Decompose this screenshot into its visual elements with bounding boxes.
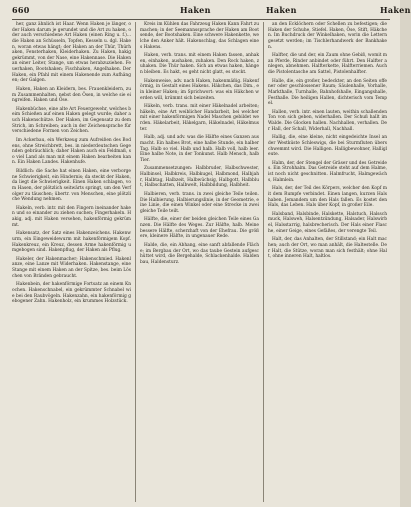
running-head-left: Haken xyxy=(180,5,211,15)
paragraph: an den Ecklöchern oder Schellen zu befestigen; die Haken der Schuhe, Stiefel. Haken, Öse, Stift, Häkchen. Im Buchdruck der Winkelhaken, worin die Lettern gesetzt werden; im Tischlerhandwerk der Bankhaken. xyxy=(268,22,387,50)
paragraph: Haken, Haken an Kleidern, bes. Frauenkleidern, zum Zusammenhalten, nebst den Ösen, in welche sie eingreifen. Haken und Öse. xyxy=(12,86,131,104)
text-column-3 xyxy=(268,22,387,502)
paragraph: Halb, adj. und adv. was die Hälfte eines Ganzen ausmacht. Ein halbes Brot, eine halbe Stunde, ein halber Tag. Halb so viel. Halb und halb. Halb voll, halb leer. Eine halbe Note, in der Tonkunst. Halb Mensch, halb Tier. xyxy=(140,135,259,163)
page-number: 660 xyxy=(12,5,30,15)
paragraph: Hakeln, verb. intr. mit den Fingern ineinander haken und so einander zu ziehen suchen; Fingerhakeln. Hakig, adj. mit Haken versehen, hakenförmig gekrümmt. xyxy=(12,205,131,228)
paragraph: Hals, der, der Teil des Körpers, welcher den Kopf mit dem Rumpfe verbindet. Einen langen, kurzen Hals haben. Jemandem um den Hals fallen. Es kostet den Hals, das Leben. Hals über Kopf, in großer Eile. xyxy=(268,186,387,209)
paragraph: her, ganz ähnlich ist Haar. Wenn Haken je länger, oder Haken darum je gerundet und die Art zu haken, oder auch verschiedene Art Haken (einen Ring u. f.)... die Haken an Schüsseln, Topfen, Kesseln u. dgl. Haken, woran etwas hängt; der Haken an der Thür, Thürhaken, Fensterhaken, Kleiderhaken. Zu Haken, hakig gekrümmt, von der Nase, eine Hakennase. Die Haken an einer Leiter, Stange, um etwas herabzuziehen. Feuerhaken, Bootshaken; Fischhaken, Angelhaken. Der Haken, ein Pfahl mit einem Hakenende zum Aufhängen; der Galgen. xyxy=(12,22,131,84)
paragraph: Hakeler, der Hakenmacher; Hakenschmied. Hakenlanze, eine Lanze mit Widerhaken. Hakenstange, eine Stange mit einem Haken an der Spitze, bes. beim Löschen von Bränden gebraucht. xyxy=(12,256,131,279)
paragraph: Bildlich: die Sache hat einen Haken, eine verborgene Schwierigkeit, ein Hindernis; da steckt der Haken, da liegt die Schwierigkeit. Einen Haken schlagen, vom Hasen, der plötzlich seitwärts springt, um den Verfolger zu täuschen; übertr. von Menschen, eine plötzliche Wendung nehmen. xyxy=(12,169,131,203)
paragraph: Halle, die, ein großer, bedeckter, an den Seiten offener oder geschlossener Raum; Säulenhalle, Vorhalle, Markthalle, Turnhalle, Bahnhofshalle, Eingangshalle, Festhalle. Die heiligen Hallen, dichterisch vom Tempel. xyxy=(268,78,387,107)
paragraph: Haken, verb. trans. mit einem Haken fassen, anhaken, einhaken, aushaken, zuhaken. Den Rock haken, zuhaken. Die Thür haken. Sich an etwas haken, hängen bleiben. Es hakt, es geht nicht glatt, es stockt. xyxy=(140,53,259,75)
paragraph: Halsband, Halsbinde, Halskette, Halstuch, Halsschmuck, Halsweh, Halsentzündung, Halsader, Halswirbel, Halsstarrig, halsbrecherisch. Der Hals einer Flasche, einer Geige, eines Gefäßes, der verengte Teil. xyxy=(268,211,387,234)
text-column-1 xyxy=(12,22,131,502)
running-head-right: Haken xyxy=(380,5,411,15)
paragraph: Hakenbüchse, eine alte Art Feuergewehr, welches beim Schießen auf einen Haken gelegt wurde; daher auch Hakenschütze. Der Haken, im Gegensatz zu dem Strich, im Schreiben; auch in der Zeichensprache für verschiedene Formen von Zeichen. xyxy=(12,106,131,135)
paragraph: Halfter, die und der, ein Zaum ohne Gebiß, womit man Pferde, Rinder anbindet oder führt. Den Halfter anlegen, abnehmen. Halfterkette, Halfterriemen. Auch die Pistolentasche am Sattel, Pistolenhalfter. xyxy=(268,53,387,75)
paragraph: Halbieren, verb. trans. in zwei gleiche Teile teilen. Die Halbierung. Halbierungslinie, in der Geometrie, eine Linie, die einen Winkel oder eine Strecke in zwei gleiche Teile teilt. xyxy=(140,191,259,214)
paragraph: Hakenweise, adv. nach Haken, hakenmäßig. Hakenförmig, in Gestalt eines Hakens. Häkchen, das Dim., ein kleiner Haken; im Sprichwort: was ein Häkchen werden will, krümmt sich beizeiten. xyxy=(140,78,259,101)
text-column-2 xyxy=(140,22,259,502)
running-head-center: Haken xyxy=(266,5,297,15)
column-divider xyxy=(263,22,264,502)
paragraph: Hakensatz, der Satz eines Hakenzeichens. Hakenwurm, ein Eingeweidewurm mit hakenförmigem Kopf. Hakenkreuz, ein Kreuz, dessen Arme hakenförmig umgebogen sind. Hakenpflug, der Haken als Pflug. xyxy=(12,231,131,254)
paragraph: Halt, der, das Anhalten, der Stillstand; ein Halt machen; auch der Ort, wo man anhält, die Haltestelle. Der Halt, die Stütze, woran man sich festhält; ohne Halt, ohne inneren Halt, haltlos. xyxy=(268,237,387,260)
paragraph: Kreis im Kühlen das Fahrzeug Haken Kann Fahrt zu machen; in der Seemannssprache der Haken am Bootsende, der Bootshaken. Eine schwere Hakenkette, welche den Anker hält. Hakenschlag, das Schlagen eines Hakens. xyxy=(140,22,259,50)
paragraph: Hälfte, die, einer der beiden gleichen Teile eines Ganzen. Die Hälfte des Weges. Zur Hälfte, halb. Meine bessere Hälfte, scherzhaft von der Ehefrau. Die größere, kleinere Hälfte, in ungenauer Rede. xyxy=(140,217,259,240)
paragraph: Hallen, verb. intr. einen lauten, weithin schallenden Ton von sich geben, widerhallen. Der Schuß hallt im Walde. Die Glocken hallen. Nachhallen, verhallen. Der Hall, der Schall, Widerhall, Nachhall. xyxy=(268,109,387,132)
paragraph: Halde, die, ein Abhang, eine sanft abfallende Fläche; im Bergbau der Ort, wo das taube Gestein aufgeschüttet wird, die Bergehalde, Schlackenhalde. Haldenbau, Haldensturz. xyxy=(140,242,259,265)
paragraph: Zusammensetzungen: Halbbruder, Halbschwester, Halbinsel, Halbkreis, Halbkugel, Halbmond, Halbjahr, Halbtag, Halbzeit, Halbwüchsig, Halbgott, Halbblut, Halbschatten, Halbwelt, Halbbildung, Halbheit. xyxy=(140,166,259,189)
paragraph: Hakenbein, der hakenförmige Fortsatz an einem Knochen. Hakenschnabel, ein gekrümmter Schnabel wie bei den Raubvögeln. Hakenzahn, ein hakenförmig gebogener Zahn. Hakenholz, ein krummes Holzstück. xyxy=(12,282,131,305)
paragraph: Im Ackerbau, ein Werkzeug zum Aufreißen des Bodens, ohne Streichbrett, bes. in niederdeutschen Gegenden gebräuchlich; daher Haken auch ein Feldmaß, so viel Land als man mit einem Haken bearbeiten kann. Ein Haken Landes. Hakenhufe. xyxy=(12,137,131,166)
paragraph: Häkeln, verb. trans. mit einer Häkelnadel arbeiten; häkeln, eine Art weiblicher Handarbeit, bei welcher mit einer hakenförmigen Nadel Maschen gebildet werden. Häkelarbeit, Häkelgarn, Häkelnadel, Häkelmuster. xyxy=(140,104,259,132)
header-rule xyxy=(12,19,390,20)
running-head xyxy=(12,5,411,17)
column-divider xyxy=(135,22,136,502)
paragraph: Halm, der, der Stengel der Gräser und des Getreides. Ein Strohhalm. Das Getreide steht auf dem Halme, ist noch nicht geschnitten. Halmfrucht, Halmgewächs, Halmlein. xyxy=(268,160,387,183)
paragraph: Hallig, die, eine kleine, nicht eingedeichte Insel an der Westküste Schleswigs, die bei Sturmfluten überschwemmt wird. Die Halligen. Halligbewohner, Halligleute. xyxy=(268,135,387,158)
